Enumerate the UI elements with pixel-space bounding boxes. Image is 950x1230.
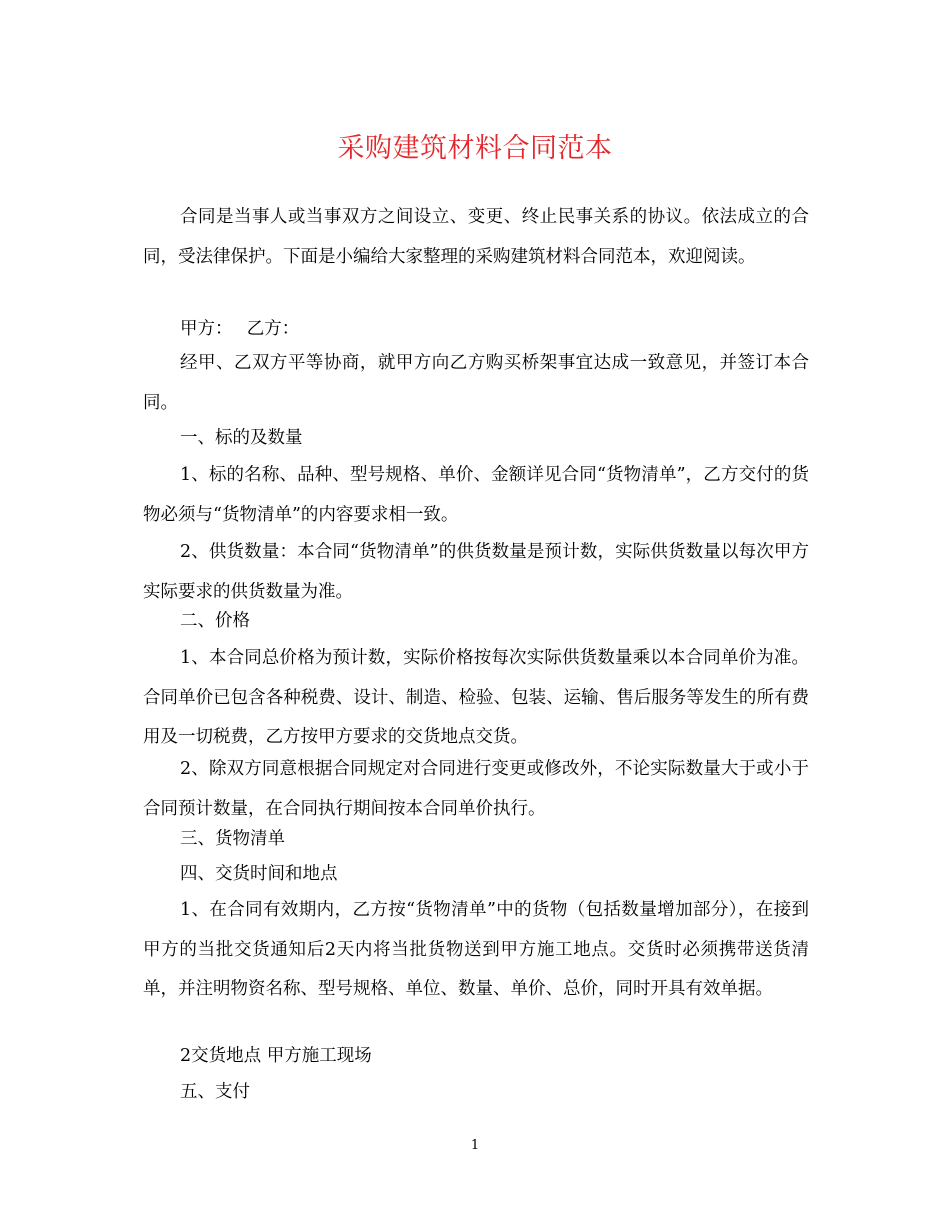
intro-paragraph: 合同是当事人或当事双方之间设立、变更、终止民事关系的协议。依法成立的合同，受法律保护。下面是小编给大家整理的采购建筑材料合同范本，欢迎阅读。 [143,207,809,267]
document-title: 采购建筑材料合同范本 [337,133,613,164]
clause-1-2: 2、供货数量：本合同“货物清单”的供货数量是预计数，实际供货数量以每次甲方实际要求的供货数量为准。 [143,542,809,602]
clause-2-2: 2、除双方同意根据合同规定对合同进行变更或修改外，不论实际数量大于或小于合同预计数量，在合同执行期间按本合同单价执行。 [143,759,809,819]
clause-4-1: 1、在合同有效期内，乙方按“货物清单”中的货物（包括数量增加部分），在接到甲方的当批交货通知后2天内将当批货物送到甲方施工地点。交货时必须携带送货清单，并注明物资名称、型号规格、单位、数量、单价、总价，同时开具有效单据。 [143,900,809,1000]
clause-4-2: 2交货地点 甲方施工现场 [180,1046,372,1066]
clause-1-1: 1、标的名称、品种、型号规格、单价、金额详见合同“货物清单”，乙方交付的货物必须与“货物清单”的内容要求相一致。 [143,465,809,525]
section-heading-price: 二、价格 [180,611,250,631]
page-number: 1 [470,1138,480,1153]
section-heading-subject: 一、标的及数量 [180,428,303,448]
section-heading-goods-list: 三、货物清单 [180,829,285,849]
agreement-paragraph: 经甲、乙双方平等协商，就甲方向乙方购买桥架事宜达成一致意见，并签订本合同。 [143,353,809,413]
section-heading-payment: 五、支付 [180,1082,250,1102]
parties-line: 甲方： 乙方： [180,319,300,339]
clause-2-1: 1、本合同总价格为预计数，实际价格按每次实际供货数量乘以本合同单价为准。合同单价已包含各种税费、设计、制造、检验、包装、运输、售后服务等发生的所有费用及一切税费，乙方按甲方要求的交货地点交货。 [143,648,809,748]
section-heading-delivery: 四、交货时间和地点 [180,864,338,884]
